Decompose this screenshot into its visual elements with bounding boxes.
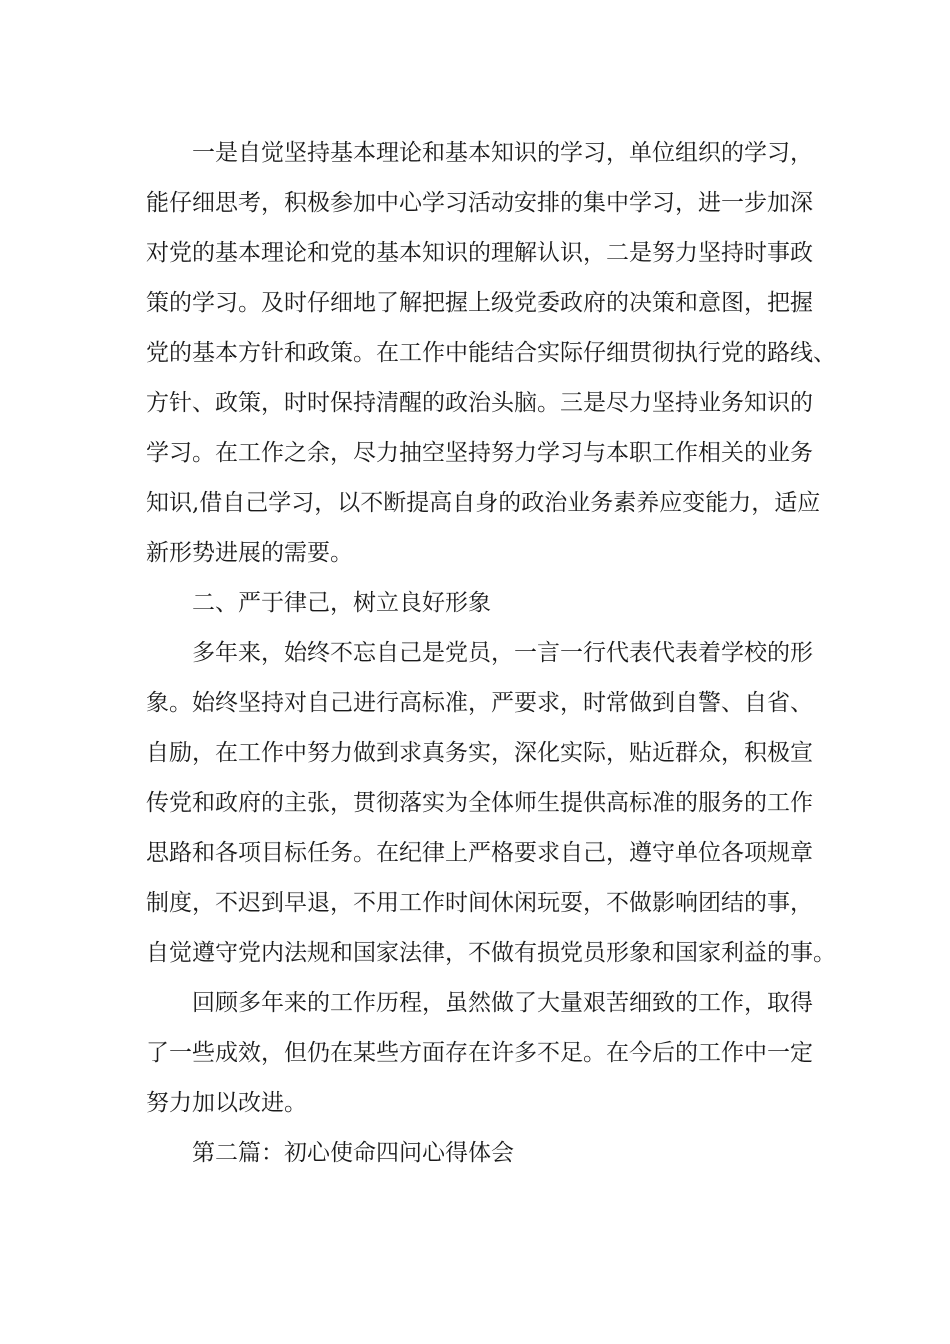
document-body <box>146 128 836 1178</box>
text-line: 了一些成效，但仍在某些方面存在许多不足。在今后的工作中一定 <box>146 1040 813 1066</box>
chapter-heading: 第二篇：初心使命四问心得体会 <box>192 1140 514 1166</box>
text-line: 努力加以改进。 <box>146 1090 307 1116</box>
text-line: 方针、政策，时时保持清醒的政治头脑。三是尽力坚持业务知识的 <box>146 390 813 416</box>
text-line: 能仔细思考，积极参加中心学习活动安排的集中学习，进一步加深 <box>146 190 813 216</box>
text-line: 回顾多年来的工作历程，虽然做了大量艰苦细致的工作，取得 <box>192 990 813 1016</box>
text-line: 象。始终坚持对自己进行高标准，严要求，时常做到自警、自省、 <box>146 690 813 716</box>
text-line: 制度，不迟到早退，不用工作时间休闲玩耍，不做影响团结的事， <box>146 890 813 916</box>
text-line: 知识,借自己学习，以不断提高自身的政治业务素养应变能力，适应 <box>146 490 821 516</box>
text-line: 自觉遵守党内法规和国家法律，不做有损党员形象和国家利益的事。 <box>146 940 836 966</box>
text-line: 对党的基本理论和党的基本知识的理解认识，二是努力坚持时事政 <box>146 240 813 266</box>
text-line: 学习。在工作之余，尽力抽空坚持努力学习与本职工作相关的业务 <box>146 440 813 466</box>
section-heading: 二、严于律己，树立良好形象 <box>192 590 491 616</box>
text-line: 自励，在工作中努力做到求真务实，深化实际，贴近群众，积极宣 <box>146 740 813 766</box>
text-line: 策的学习。及时仔细地了解把握上级党委政府的决策和意图，把握 <box>146 290 813 316</box>
text-line: 一是自觉坚持基本理论和基本知识的学习，单位组织的学习， <box>192 140 813 166</box>
text-line: 思路和各项目标任务。在纪律上严格要求自己，遵守单位各项规章 <box>146 840 813 866</box>
text-line: 多年来，始终不忘自己是党员，一言一行代表代表着学校的形 <box>192 640 813 666</box>
text-line: 传党和政府的主张，贯彻落实为全体师生提供高标准的服务的工作 <box>146 790 813 816</box>
text-line: 党的基本方针和政策。在工作中能结合实际仔细贯彻执行党的路线、 <box>146 340 836 366</box>
text-line: 新形势进展的需要。 <box>146 540 353 566</box>
